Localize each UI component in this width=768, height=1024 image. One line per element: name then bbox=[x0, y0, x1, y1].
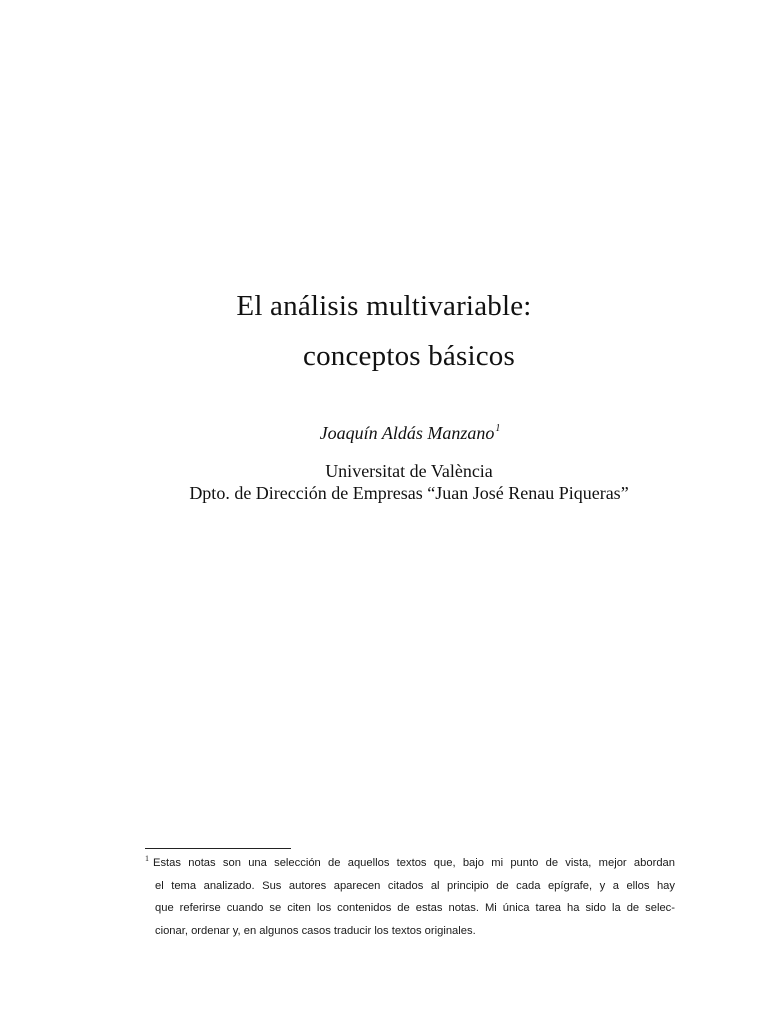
footnote-line: que referirse cuando se citen los contenidos de estas notas. Mi única tarea ha sido la de selec- bbox=[155, 902, 675, 914]
footnote bbox=[145, 852, 675, 942]
footnote-line: cionar, ordenar y, en algunos casos traducir los textos originales. bbox=[155, 924, 476, 937]
document-title-line-1: El análisis multivariable: bbox=[236, 290, 532, 322]
footnote-line bbox=[145, 852, 675, 875]
footnote-line-text: Estas notas son una selección de aquellos textos que, bajo mi punto de vista, mejor abordan bbox=[153, 857, 675, 869]
footnote-mark: 1 bbox=[145, 854, 149, 863]
author-name: Joaquín Aldás Manzano bbox=[319, 423, 495, 443]
document-title-line-2: conceptos básicos bbox=[303, 340, 515, 372]
footnote-divider bbox=[145, 848, 291, 849]
affiliation-department: Dpto. de Dirección de Empresas “Juan José Renau Piqueras” bbox=[189, 483, 629, 503]
affiliation-block bbox=[0, 460, 768, 504]
author-footnote-mark[interactable]: 1 bbox=[495, 423, 501, 434]
author-line bbox=[0, 421, 768, 445]
affiliation-university: Universitat de València bbox=[325, 461, 493, 481]
footnote-line: el tema analizado. Sus autores aparecen citados al principio de cada epígrafe, y a ellos hay bbox=[155, 879, 675, 892]
